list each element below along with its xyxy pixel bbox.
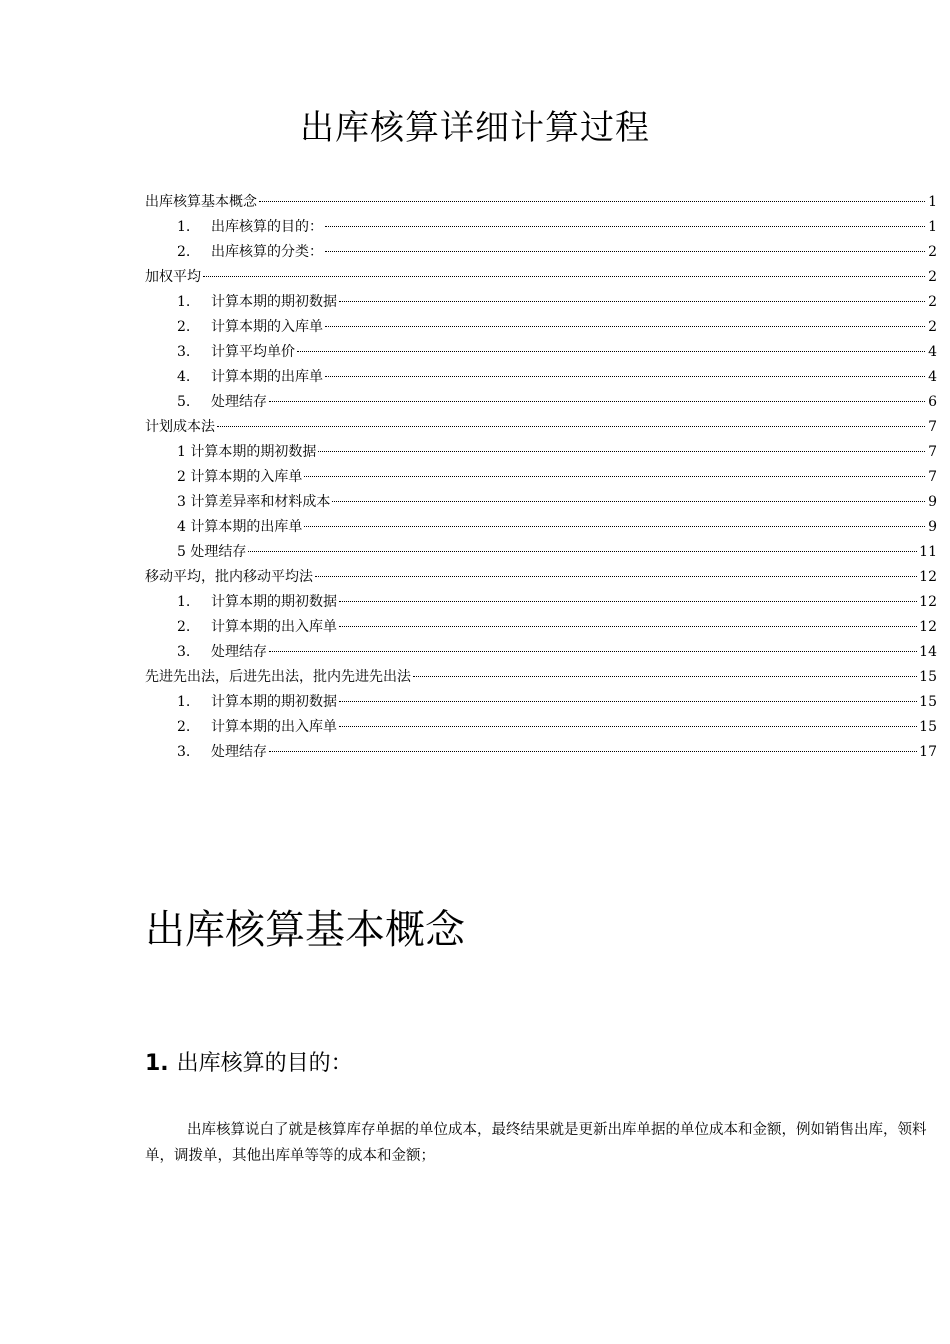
- toc-dot-leader: [413, 676, 917, 677]
- toc-entry-page-number: 1: [928, 194, 937, 210]
- toc-entry-number: 2.: [177, 619, 191, 635]
- toc-dot-leader: [259, 201, 925, 202]
- toc-entry-page-number: 2: [928, 244, 937, 260]
- toc-entry[interactable]: [145, 415, 937, 440]
- subsection-heading: [145, 1046, 353, 1077]
- toc-entry-page-number: 11: [919, 544, 937, 560]
- toc-dot-leader: [325, 226, 925, 227]
- toc-entry-label: 计算本期的期初数据: [211, 694, 337, 710]
- toc-dot-leader: [339, 726, 917, 727]
- toc-dot-leader: [304, 476, 925, 477]
- toc-entry[interactable]: [145, 190, 937, 215]
- toc-dot-leader: [269, 401, 925, 402]
- toc-dot-leader: [248, 551, 917, 552]
- toc-entry-label: 加权平均: [145, 269, 201, 285]
- toc-entry-label: 计算本期的期初数据: [211, 594, 337, 610]
- toc-entry[interactable]: [145, 615, 937, 640]
- toc-entry-number: 1.: [177, 294, 191, 310]
- toc-dot-leader: [325, 251, 925, 252]
- toc-entry-page-number: 14: [919, 644, 937, 660]
- toc-entry-page-number: 7: [928, 419, 937, 435]
- toc-entry-label: 处理结存: [211, 744, 267, 760]
- toc-dot-leader: [339, 601, 917, 602]
- toc-entry[interactable]: [145, 440, 937, 465]
- toc-dot-leader: [269, 651, 917, 652]
- toc-entry-number: 2.: [177, 244, 191, 260]
- toc-entry-label: 计算本期的出库单: [211, 369, 323, 385]
- toc-dot-leader: [269, 751, 917, 752]
- toc-entry[interactable]: [145, 340, 937, 365]
- toc-entry-label: 1 计算本期的期初数据: [177, 444, 317, 460]
- toc-entry-page-number: 17: [919, 744, 937, 760]
- toc-entry-page-number: 12: [919, 594, 937, 610]
- toc-entry-number: 3.: [177, 744, 191, 760]
- toc-entry-page-number: 9: [928, 519, 937, 535]
- toc-entry[interactable]: [145, 290, 937, 315]
- toc-entry[interactable]: [145, 465, 937, 490]
- toc-entry-label: 计算平均单价: [211, 344, 295, 360]
- toc-entry-number: 1.: [177, 594, 191, 610]
- toc-entry-page-number: 2: [928, 319, 937, 335]
- section-heading: 出库核算基本概念: [145, 907, 465, 953]
- toc-entry[interactable]: [145, 740, 937, 765]
- toc-entry-label: 出库核算的目的：: [211, 219, 323, 235]
- toc-entry-page-number: 6: [928, 394, 937, 410]
- toc-entry-number: 5.: [177, 394, 191, 410]
- toc-dot-leader: [325, 376, 925, 377]
- toc-entry-label: 出库核算的分类：: [211, 244, 323, 260]
- toc-entry-page-number: 9: [928, 494, 937, 510]
- document-title: 出库核算详细计算过程: [300, 108, 650, 148]
- toc-entry-label: 2 计算本期的入库单: [177, 469, 303, 485]
- toc-entry-label: 计算本期的入库单: [211, 319, 323, 335]
- subsection-title: 出库核算的目的：: [176, 1051, 353, 1076]
- toc-dot-leader: [217, 426, 925, 427]
- toc-entry-label: 计算本期的出入库单: [211, 619, 337, 635]
- toc-entry-page-number: 15: [919, 719, 937, 735]
- toc-entry-number: 1.: [177, 694, 191, 710]
- toc-entry-page-number: 7: [928, 469, 937, 485]
- toc-entry[interactable]: [145, 265, 937, 290]
- toc-entry[interactable]: [145, 540, 937, 565]
- toc-dot-leader: [304, 526, 925, 527]
- toc-entry[interactable]: [145, 515, 937, 540]
- toc-entry-number: 1.: [177, 219, 191, 235]
- toc-entry[interactable]: [145, 365, 937, 390]
- toc-entry-label: 处理结存: [211, 644, 267, 660]
- toc-entry-page-number: 12: [919, 569, 937, 585]
- toc-dot-leader: [318, 451, 925, 452]
- toc-dot-leader: [325, 326, 925, 327]
- toc-entry-number: 3.: [177, 344, 191, 360]
- toc-dot-leader: [339, 301, 925, 302]
- toc-entry-label: 出库核算基本概念: [145, 194, 257, 210]
- toc-entry[interactable]: [145, 665, 937, 690]
- toc-entry-page-number: 12: [919, 619, 937, 635]
- toc-entry-label: 计算本期的出入库单: [211, 719, 337, 735]
- toc-entry-label: 处理结存: [211, 394, 267, 410]
- toc-entry-label: 计算本期的期初数据: [211, 294, 337, 310]
- toc-entry-label: 4 计算本期的出库单: [177, 519, 303, 535]
- toc-entry[interactable]: [145, 390, 937, 415]
- toc-entry[interactable]: [145, 690, 937, 715]
- toc-entry-number: 3.: [177, 644, 191, 660]
- toc-entry-number: 2.: [177, 719, 191, 735]
- toc-entry[interactable]: [145, 215, 937, 240]
- toc-dot-leader: [339, 701, 917, 702]
- toc-entry[interactable]: [145, 565, 937, 590]
- toc-entry-page-number: 2: [928, 269, 937, 285]
- toc-entry-label: 5 处理结存: [177, 544, 247, 560]
- toc-dot-leader: [297, 351, 925, 352]
- body-paragraph: 出库核算说白了就是核算库存单据的单位成本，最终结果就是更新出库单据的单位成本和金额，例如销售出库，领料单，调拨单，其他出库单等等的成本和金额；: [145, 1122, 927, 1164]
- toc-entry-page-number: 15: [919, 694, 937, 710]
- toc-dot-leader: [203, 276, 925, 277]
- toc-entry-page-number: 1: [928, 219, 937, 235]
- toc-entry-label: 3 计算差异率和材料成本: [177, 494, 331, 510]
- toc-entry-label: 计划成本法: [145, 419, 215, 435]
- toc-entry-page-number: 4: [928, 344, 937, 360]
- toc-entry[interactable]: [145, 590, 937, 615]
- toc-dot-leader: [315, 576, 917, 577]
- toc-dot-leader: [332, 501, 925, 502]
- toc-entry-label: 移动平均，批内移动平均法: [145, 569, 313, 585]
- toc-entry[interactable]: [145, 315, 937, 340]
- toc-entry-label: 先进先出法，后进先出法，批内先进先出法: [145, 669, 411, 685]
- toc-entry-page-number: 4: [928, 369, 937, 385]
- toc-entry-page-number: 15: [919, 669, 937, 685]
- subsection-number: 1.: [145, 1051, 169, 1076]
- table-of-contents: [145, 190, 937, 765]
- toc-dot-leader: [339, 626, 917, 627]
- toc-entry-number: 2.: [177, 319, 191, 335]
- toc-entry[interactable]: [145, 240, 937, 265]
- toc-entry[interactable]: [145, 640, 937, 665]
- toc-entry[interactable]: [145, 490, 937, 515]
- toc-entry[interactable]: [145, 715, 937, 740]
- toc-entry-number: 4.: [177, 369, 191, 385]
- toc-entry-page-number: 2: [928, 294, 937, 310]
- toc-entry-page-number: 7: [928, 444, 937, 460]
